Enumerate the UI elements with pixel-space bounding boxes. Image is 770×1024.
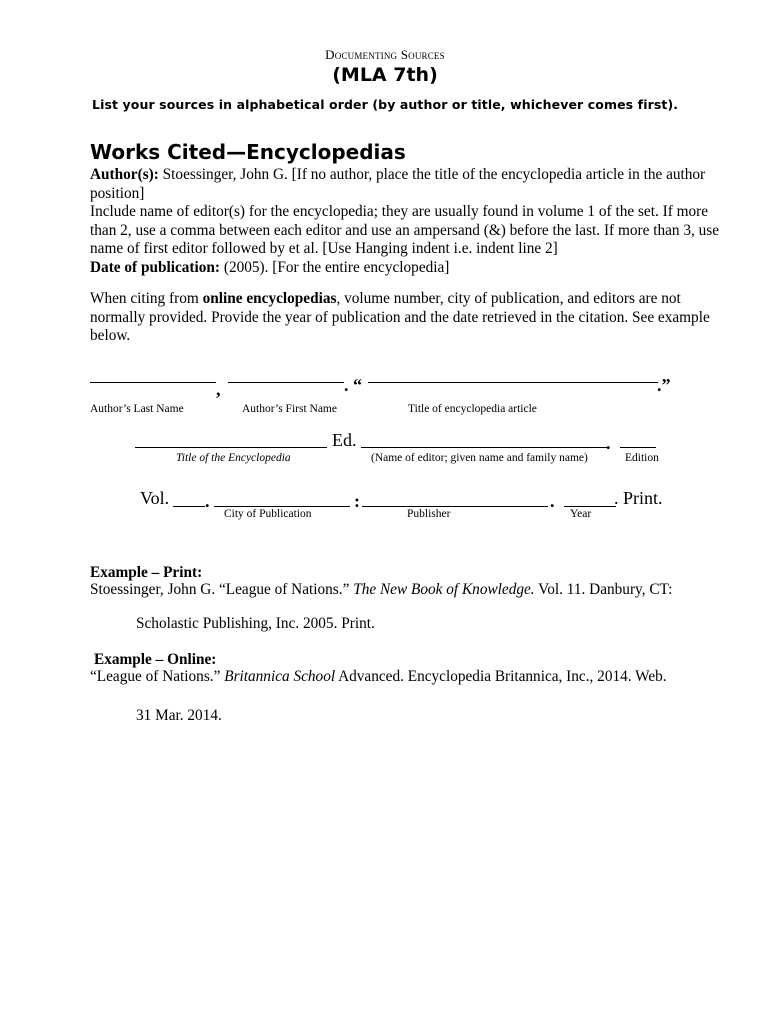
vol-period-punct: . <box>205 491 210 511</box>
date-label: Date of publication: <box>90 258 221 276</box>
article-title-label: Title of encyclopedia article <box>408 403 537 415</box>
period-open-quote-punct: . “ <box>344 375 362 395</box>
example-online-heading: Example – Online: <box>94 651 217 668</box>
comma-punct: , <box>216 379 221 399</box>
authors-text: Stoessinger, John G. [If no author, place the title of the encyclopedia article in the author position] <box>90 166 706 202</box>
online-note-before: When citing from <box>90 290 203 307</box>
editor-label: (Name of editor; given name and family name) <box>371 452 588 464</box>
page-title: (MLA 7th) <box>332 64 438 86</box>
volume-blank <box>173 506 205 507</box>
example-online-line1-b: Advanced. Encyclopedia Britannica, Inc., 2014. Web. <box>335 668 667 685</box>
editor-blank <box>361 447 607 448</box>
close-quote-punct: .” <box>657 375 671 395</box>
example-online-line1 <box>90 668 667 686</box>
year-blank <box>564 506 616 507</box>
edition-blank <box>620 447 656 448</box>
instruction-text: List your sources in alphabetical order (by author or title, whichever comes first). <box>92 97 679 112</box>
city-label: City of Publication <box>224 508 312 520</box>
print-label: . Print. <box>614 488 663 508</box>
example-print-line1 <box>90 581 672 599</box>
year-label: Year <box>570 508 592 520</box>
author-last-blank <box>90 382 216 383</box>
section-heading: Works Cited—Encyclopedias <box>90 140 406 164</box>
example-print-line2: Scholastic Publishing, Inc. 2005. Print. <box>136 615 375 632</box>
publisher-period-punct: . <box>550 491 555 511</box>
example-print-line1-a: Stoessinger, John G. “League of Nations.” <box>90 581 354 598</box>
colon-punct: : <box>354 491 360 511</box>
vol-label: Vol. <box>140 488 170 508</box>
authors-label: Author(s): <box>90 166 159 183</box>
example-print-heading: Example – Print: <box>90 564 203 581</box>
publisher-label: Publisher <box>407 508 451 520</box>
date-text: (2005). [For the entire encyclopedia] <box>220 258 450 276</box>
online-note-bold: online encyclopedias <box>202 290 337 307</box>
editor-period-punct: . <box>606 433 611 453</box>
editor-note: Include name of editor(s) for the encyclopedia; they are usually found in volume 1 of the set. If more than 2, use a comma between each editor and use an ampersand (&) before the last. If more than 3, use name of first editor followed by et al. [Use Hanging indent i.e. indent line 2] <box>90 203 720 257</box>
example-online-line1-a: “League of Nations.” <box>90 668 225 685</box>
author-last-label: Author’s Last Name <box>90 403 184 415</box>
section-header: Documenting Sources <box>325 47 445 62</box>
example-print-line1-b: Vol. 11. Danbury, CT: <box>534 581 673 598</box>
article-title-blank <box>368 382 658 383</box>
encyclopedia-title-blank <box>135 447 327 448</box>
encyclopedia-title-label: Title of the Encyclopedia <box>176 452 291 464</box>
city-blank <box>214 506 350 507</box>
authors-paragraph <box>90 166 730 277</box>
edition-label: Edition <box>625 452 659 464</box>
example-online-line2: 31 Mar. 2014. <box>136 707 222 724</box>
example-online-line1-title: Britannica School <box>224 668 336 685</box>
author-first-label: Author’s First Name <box>242 403 337 415</box>
example-print-line1-title: The New Book of Knowledge. <box>353 581 535 598</box>
online-note-after: , volume number, city of publication, and editors are not normally provided. Provide the year of publication and the date retrieved in the citation. See example below. <box>90 290 710 344</box>
online-note-paragraph <box>90 290 730 346</box>
author-first-blank <box>228 382 344 383</box>
ed-label: Ed. <box>332 430 357 450</box>
publisher-blank <box>362 506 548 507</box>
